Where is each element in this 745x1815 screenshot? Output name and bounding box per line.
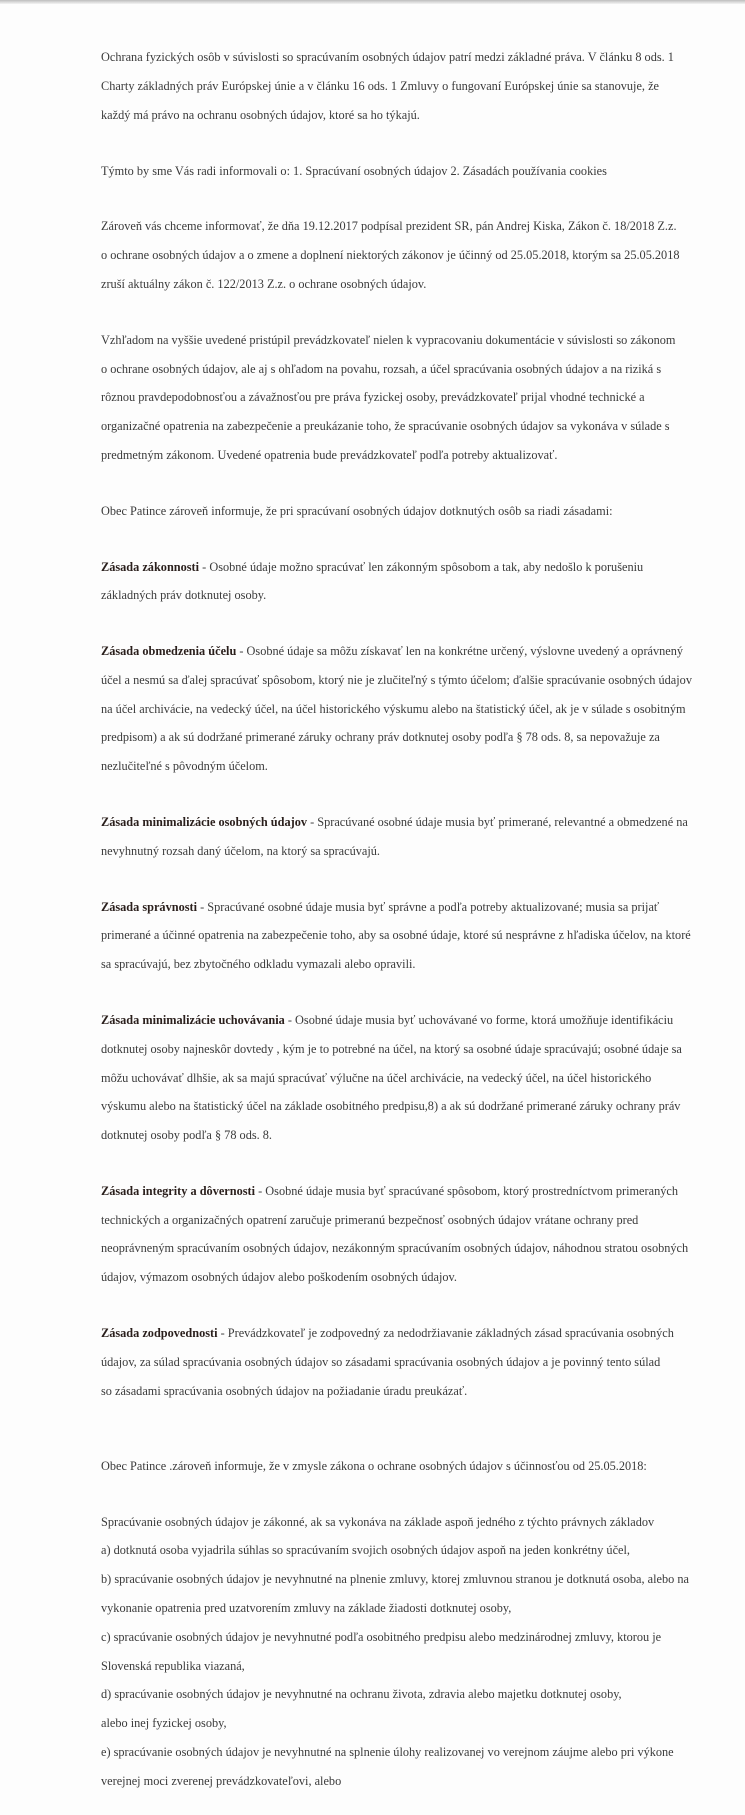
principle-integrity-confidentiality [101, 1169, 719, 1299]
text-line: organizačné opatrenia na zabezpečenie a preukázanie toho, že spracúvanie osobných údajov sa vykonáva v súlade s [101, 419, 670, 434]
text-line: Týmto by sme Vás radi informovali o: 1. Spracúvaní osobných údajov 2. Zásadách používania cookies [101, 163, 607, 178]
principle-text: - Spracúvané osobné údaje musia byť primerané, relevantné a obmedzené na [307, 815, 688, 829]
text-line: primerané a účinné opatrenia na zabezpečenie toho, aby sa osobné údaje, ktoré sú nesprávne z hľadiska účelov, na ktoré [101, 928, 691, 943]
text-line: dotknutej osoby najneskôr dovtedy , kým je to potrebné na účel, na ktorý sa osobné údaje spracúvajú; osobné údaje sa [101, 1041, 682, 1056]
text-line: Vzhľadom na vyššie uvedené pristúpil prevádzkovateľ nielen k vypracovaniu dokumentácie v súvislosti so zákonom [101, 332, 676, 347]
paragraph-operator [101, 318, 719, 476]
paragraph-inform [101, 149, 719, 192]
lawful-basis-item-a: a) dotknutá osoba vyjadrila súhlas so spracúvaním svojich osobných údajov aspoň na jeden konkrétny účel, [101, 1543, 630, 1558]
lawful-basis-item-b: b) spracúvanie osobných údajov je nevyhnutné na plnenie zmluvy, ktorej zmluvnou stranou je dotknutá osoba, alebo na [101, 1572, 689, 1587]
lawful-basis-intro: Spracúvanie osobných údajov je zákonné, ak sa vykonáva na základe aspoň jedného z týchto právnych základov [101, 1514, 655, 1529]
text-line: Zároveň vás chceme informovať, že dňa 19.12.2017 podpísal prezident SR, pán Andrej Kiska, Zákon č. 18/2018 Z.z. [101, 219, 677, 234]
principle-text: - Spracúvané osobné údaje musia byť správne a podľa potreby aktualizované; musia sa prijať [197, 899, 660, 914]
principle-text: - Osobné údaje možno spracúvať len zákonným spôsobom a tak, aby nedošlo k porušeniu [199, 559, 644, 574]
text-line: nevyhnutný rozsah daný účelom, na ktorý sa spracúvajú. [101, 843, 380, 858]
text-line: Charty základných práv Európskej únie a v článku 16 ods. 1 Zmluvy o fungovaní Európskej únie sa stanovuje, že [101, 79, 660, 94]
principle-title: Zásada integrity a dôvernosti [101, 1183, 256, 1198]
text-line: so zásadami spracúvania osobných údajov na požiadanie úradu preukázať. [101, 1383, 468, 1398]
text-line: technických a organizačných opatrení zaručuje primeranú bezpečnosť osobných údajov vrátane ochrany pred [101, 1212, 639, 1227]
lawful-basis-item-c: c) spracúvanie osobných údajov je nevyhnutné podľa osobitného predpisu alebo medzinárodnej zmluvy, ktorou je [101, 1629, 662, 1644]
principle-title: Zásada obmedzenia účelu [101, 644, 237, 659]
principle-title: Zásada minimalizácie osobných údajov [101, 815, 307, 829]
lawful-basis-item-d-cont: alebo inej fyzickej osoby, [101, 1716, 227, 1731]
principle-text: - Prevádzkovateľ je zodpovedný za nedodržiavanie základných zásad spracúvania osobných [217, 1326, 674, 1340]
principle-text: - Osobné údaje musia byť uchovávané vo forme, ktorá umožňuje identifikáciu [284, 1012, 674, 1027]
lawful-basis-item-e-cont: verejnej moci zverenej prevádzkovateľovi, alebo [101, 1773, 342, 1788]
text-line [101, 900, 719, 914]
scan-edge-shadow [0, 0, 745, 4]
principle-accountability [101, 1312, 719, 1413]
principle-title: Zásada minimalizácie uchovávania [101, 1012, 285, 1027]
principle-lawfulness [101, 545, 719, 617]
principle-title: Zásada správnosti [101, 899, 198, 914]
principle-data-minimisation [101, 801, 719, 873]
text-line: predpisom) a ak sú dodržané primerané záruky ochrany práv dotknutej osoby podľa § 78 ods. 8, sa nepovažuje za [101, 730, 660, 745]
text-line [101, 1184, 719, 1198]
document-page [101, 36, 719, 1815]
lawful-basis-item-b-cont: vykonanie opatrenia pred uzatvorením zmluvy na základe žiadosti dotknutej osoby, [101, 1601, 512, 1615]
text-line: Obec Patince .zároveň informuje, že v zmysle zákona o ochrane osobných údajov s účinnosťou od 25.05.2018: [101, 1458, 647, 1473]
lawful-basis-list [101, 1500, 719, 1803]
principle-storage-limitation [101, 998, 719, 1156]
text-line: o ochrane osobných údajov, ale aj s ohľadom na povahu, rozsah, a účel spracúvania osobných údajov a na riziká s [101, 361, 662, 376]
text-line [101, 1326, 719, 1340]
text-line: údajov, za súlad spracúvania osobných údajov so zásadami spracúvania osobných údajov a je povinný tento súlad [101, 1354, 661, 1369]
text-line: zruší aktuálny zákon č. 122/2013 Z.z. o ochrane osobných údajov. [101, 277, 427, 292]
principle-purpose-limitation [101, 630, 719, 788]
paragraph-obec-principles [101, 489, 719, 532]
text-line: neoprávneným spracúvaním osobných údajov, nezákonným spracúvaním osobných údajov, náhodnou stratou osobných [101, 1241, 689, 1256]
paragraph-law [101, 205, 719, 306]
text-line: každý má právo na ochranu osobných údajov, ktoré sa ho týkajú. [101, 108, 420, 123]
text-line [101, 815, 719, 829]
text-line: sa spracúvajú, bez zbytočného odkladu vymazali alebo opravili. [101, 957, 416, 972]
text-line [101, 644, 719, 658]
text-line: výskumu alebo na štatistický účel na základe osobitného predpisu,8) a ak sú dodržané primerané záruky ochrany práv [101, 1099, 681, 1114]
text-line: údajov, výmazom osobných údajov alebo poškodením osobných údajov. [101, 1270, 457, 1285]
text-line: nezlučiteľné s pôvodným účelom. [101, 759, 268, 774]
text-line: základných práv dotknutej osoby. [101, 588, 267, 603]
lawful-basis-item-d: d) spracúvanie osobných údajov je nevyhnutné na ochranu života, zdravia alebo majetku dotknutej osoby, [101, 1687, 622, 1702]
paragraph-intro [101, 36, 719, 137]
text-line: dotknutej osoby podľa § 78 ods. 8. [101, 1128, 272, 1143]
text-line [101, 1013, 719, 1027]
text-line [101, 560, 719, 574]
text-line: na účel archivácie, na vedecký účel, na účel historického výskumu alebo na štatistický účel, ak je v súlade s osobitným [101, 701, 686, 716]
paragraph-obec-lawful [101, 1444, 719, 1487]
principle-text: - Osobné údaje sa môžu získavať len na konkrétne určený, výslovne uvedený a oprávnený [236, 644, 684, 659]
text-line: Ochrana fyzických osôb v súvislosti so spracúvaním osobných údajov patrí medzi základné práva. V článku 8 ods. 1 [101, 50, 674, 65]
text-line: o ochrane osobných údajov a o zmene a doplnení niektorých zákonov je účinný od 25.05.2018, ktorým sa 25.05.2018 [101, 248, 680, 263]
principle-title: Zásada zákonnosti [101, 559, 200, 574]
principle-title: Zásada zodpovednosti [101, 1326, 218, 1340]
text-line: rôznou pravdepodobnosťou a závažnosťou pre práva fyzickej osoby, prevádzkovateľ prijal vhodné technické a [101, 390, 645, 405]
text-line: Obec Patince zároveň informuje, že pri spracúvaní osobných údajov dotknutých osôb sa riadi zásadami: [101, 503, 613, 518]
principle-text: - Osobné údaje musia byť spracúvané spôsobom, ktorý prostredníctvom primeraných [255, 1183, 678, 1198]
text-line: predmetným zákonom. Uvedené opatrenia bude prevádzkovateľ podľa potreby aktualizovať. [101, 448, 558, 463]
principle-accuracy [101, 885, 719, 986]
lawful-basis-item-c-cont: Slovenská republika viazaná, [101, 1658, 245, 1673]
lawful-basis-item-e: e) spracúvanie osobných údajov je nevyhnutné na splnenie úlohy realizovanej vo verejnom záujme alebo pri výkone [101, 1745, 674, 1760]
text-line: môžu uchovávať dlhšie, ak sa majú spracúvať výlučne na účel archivácie, na vedecký účel, na účel historického [101, 1070, 652, 1085]
text-line: účel a nesmú sa ďalej spracúvať spôsobom, ktorý nie je zlučiteľný s týmto účelom; ďalšie spracúvanie osobných údajov [101, 672, 692, 687]
